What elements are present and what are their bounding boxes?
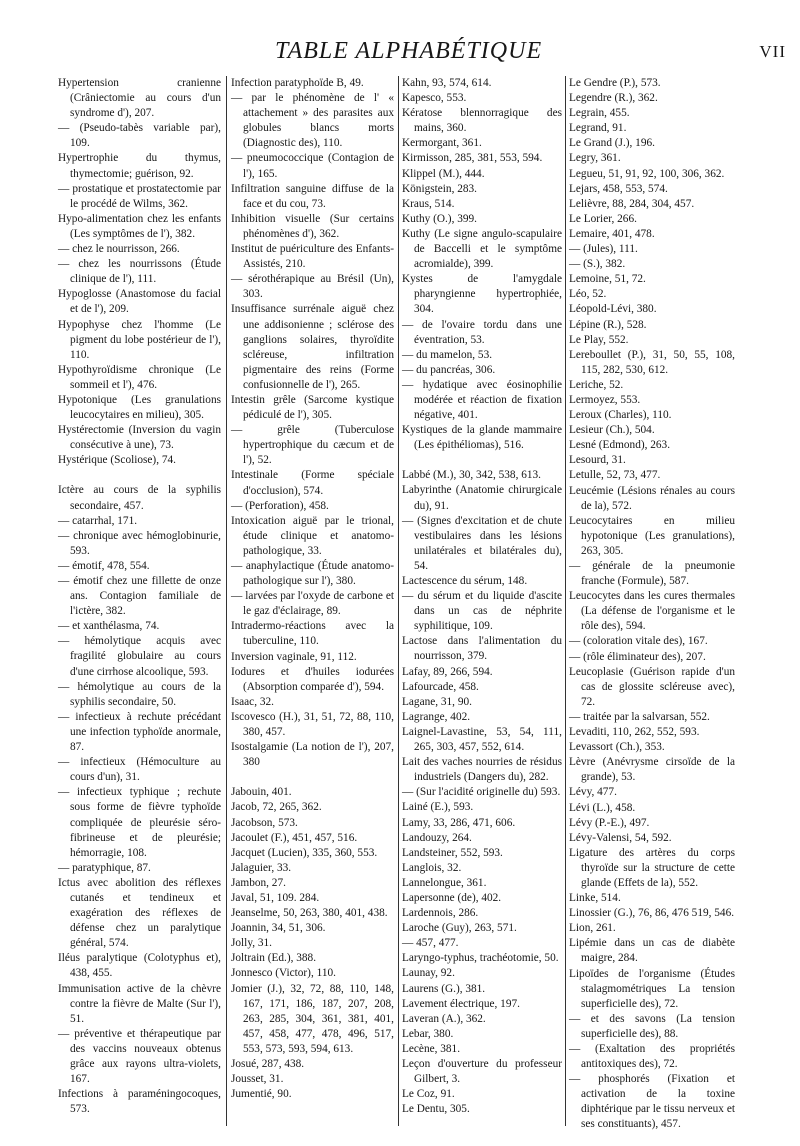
index-entry: Legueu, 51, 91, 92, 100, 306, 362. bbox=[569, 167, 725, 180]
index-entry: Jacoulet (F.), 451, 457, 516. bbox=[231, 831, 358, 844]
index-entry: Langlois, 32. bbox=[402, 861, 462, 874]
index-entry: Infiltration sanguine diffuse de la face et du cou, 73. bbox=[231, 182, 394, 210]
index-entry: Lapersonne (de), 402. bbox=[402, 891, 502, 904]
index-entry: Javal, 51, 109. 284. bbox=[231, 891, 320, 904]
index-entry: Lannelongue, 361. bbox=[402, 876, 487, 889]
index-entry: Jacquet (Lucien), 335, 360, 553. bbox=[231, 846, 378, 859]
index-entry: Laroche (Guy), 263, 571. bbox=[402, 922, 517, 935]
index-entry: Léo, 52. bbox=[569, 288, 607, 301]
index-entry: Lavement électrique, 197. bbox=[402, 997, 520, 1010]
index-entry: Jonnesco (Victor), 110. bbox=[231, 967, 336, 980]
index-entry: Le Gendre (P.), 573. bbox=[569, 77, 661, 89]
index-entry: Lereboullet (P.), 31, 50, 55, 108, 115, 282, 530, 612. bbox=[569, 348, 735, 376]
index-entry: Lejars, 458, 553, 574. bbox=[569, 182, 668, 195]
index-entry: Lafourcade, 458. bbox=[402, 680, 479, 693]
index-entry: Landouzy, 264. bbox=[402, 831, 472, 844]
index-entry: Legendre (R.), 362. bbox=[569, 92, 658, 105]
index-entry: — par le phénomène de l' « attachement » des parasites aux globules blancs morts (Diagnostic des), 110. bbox=[231, 92, 394, 150]
index-entry: Jalaguier, 33. bbox=[231, 861, 292, 874]
page-header bbox=[0, 38, 800, 72]
index-entry: Linossier (G.), 76, 86, 476 519, 546. bbox=[569, 907, 735, 920]
index-entry: Hypertrophie du thymus, thymectomie; guérison, 92. bbox=[58, 152, 221, 180]
index-entry: Jambon, 27. bbox=[231, 876, 286, 889]
index-entry: Laveran (A.), 362. bbox=[402, 1012, 486, 1025]
section-gap bbox=[58, 468, 221, 483]
index-entry: Lecène, 381. bbox=[402, 1042, 461, 1055]
index-entry: Jousset, 31. bbox=[231, 1073, 284, 1086]
index-entry: — larvées par l'oxyde de carbone et le gaz d'éclairage, 89. bbox=[231, 590, 394, 618]
index-entry: Intestinale (Forme spéciale d'occlusion), 574. bbox=[231, 469, 394, 497]
index-entry: — (S.), 382. bbox=[569, 258, 626, 271]
index-entry: Leucocytaires en milieu hypotonique (Les granulations), 263, 305. bbox=[569, 514, 735, 557]
index-entry: — (Signes d'excitation et de chute vestibulaires dans les lésions unilatérales et bilatérales du), 54. bbox=[402, 514, 562, 572]
index-entry: Jolly, 31. bbox=[231, 937, 273, 950]
index-entry: Lardennois, 286. bbox=[402, 907, 479, 920]
column-divider bbox=[226, 76, 227, 1126]
index-entry: Infections à paraméningocoques, 573. bbox=[58, 1088, 221, 1116]
index-entry: — et des savons (La tension superficielle des), 88. bbox=[569, 1012, 735, 1040]
index-entry: Lafay, 89, 266, 594. bbox=[402, 665, 493, 678]
index-entry: Hystérectomie (Inversion du vagin consécutive à une), 73. bbox=[58, 424, 221, 452]
index-entry: Ictus avec abolition des réflexes cutanés et tendineux et exagération des réflexes de défense chez un paralytique général, 574. bbox=[58, 876, 221, 950]
index-entry: Kuthy (O.), 399. bbox=[402, 212, 477, 225]
index-entry: — générale de la pneumonie franche (Formule), 587. bbox=[569, 560, 735, 588]
index-entry: Lesourd, 31. bbox=[569, 454, 626, 467]
index-entry: — et xanthélasma, 74. bbox=[58, 620, 160, 633]
index-entry: Hypothyroïdisme chronique (Le sommeil et l'), 476. bbox=[58, 363, 221, 391]
index-entry: — hémolytique acquis avec fragilité globulaire au cours d'une cirrhose alcoolique, 593. bbox=[58, 635, 221, 678]
index-entry: Isostalgamie (La notion de l'), 207, 380 bbox=[231, 741, 394, 769]
index-entry: Le Lorier, 266. bbox=[569, 212, 637, 225]
index-entry: — (Perforation), 458. bbox=[231, 499, 329, 512]
index-entry: — émotif, 478, 554. bbox=[58, 559, 150, 572]
index-entry: — chez le nourrisson, 266. bbox=[58, 243, 180, 256]
index-entry: Iodures et d'huiles iodurées (Absorption comparée d'), 594. bbox=[231, 665, 394, 693]
index-entry: Lermoyez, 553. bbox=[569, 393, 641, 406]
index-entry: Lait des vaches nourries de résidus industriels (Dangers du), 282. bbox=[402, 756, 562, 784]
index-entry: Lévy (P.-E.), 497. bbox=[569, 816, 650, 829]
index-entry: Lépine (R.), 528. bbox=[569, 318, 647, 331]
index-entry: Jacob, 72, 265, 362. bbox=[231, 801, 322, 814]
index-entry: — anaphylactique (Étude anatomo-pathologique sur l'), 380. bbox=[231, 560, 394, 588]
index-entry: Iléus paralytique (Colotyphus et), 438, 455. bbox=[58, 952, 221, 980]
index-entry: Lemaire, 401, 478. bbox=[569, 227, 655, 240]
index-entry: Lesné (Edmond), 263. bbox=[569, 439, 671, 452]
index-entry: Lévy-Valensi, 54, 592. bbox=[569, 831, 672, 844]
index-entry: Kirmisson, 285, 381, 553, 594. bbox=[402, 152, 543, 165]
index-column-3 bbox=[402, 76, 562, 1117]
index-entry: Lactose dans l'alimentation du nourrisson, 379. bbox=[402, 635, 562, 663]
index-entry: — (Pseudo-tabès variable par), 109. bbox=[58, 122, 221, 150]
index-entry: Le Play, 552. bbox=[569, 333, 629, 346]
index-entry: Levassort (Ch.), 353. bbox=[569, 741, 665, 754]
index-entry: — infectieux typhique ; rechute sous forme de fièvre typhoïde compliquée de pleurésie séro-fibrineuse et de pleurésie; hémorragie, 108. bbox=[58, 786, 221, 859]
index-entry: — pneumococcique (Contagion de l'), 165. bbox=[231, 152, 394, 180]
index-entry: Kermorgant, 361. bbox=[402, 137, 482, 150]
page-title: TABLE ALPHABÉTIQUE bbox=[275, 38, 543, 64]
index-entry: Lèvre (Anévrysme cirsoïde de la grande), 53. bbox=[569, 756, 735, 784]
index-entry: Lagane, 31, 90. bbox=[402, 695, 472, 708]
index-entry: — grêle (Tuberculose hypertrophique du cæcum et de l'), 52. bbox=[231, 424, 394, 467]
index-entry: Hypertension cranienne (Crâniectomie au cours d'un syndrome d'), 207. bbox=[58, 77, 221, 120]
index-entry: Kystes de l'amygdale pharyngienne hypertrophiée, 304. bbox=[402, 273, 562, 316]
index-entry: — phosphorés (Fixation et activation de la toxine diphtérique par le tissu nerveux et ses constituants), 457. bbox=[569, 1073, 735, 1131]
index-entry: Inhibition visuelle (Sur certains phénomènes d'), 362. bbox=[231, 212, 394, 240]
index-entry: — (Exaltation des propriétés antitoxiques des), 72. bbox=[569, 1043, 735, 1071]
index-entry: Legrand, 91. bbox=[569, 122, 627, 135]
index-entry: Joannin, 34, 51, 306. bbox=[231, 922, 326, 935]
index-entry: Insuffisance surrénale aiguë chez une addisonienne ; sclérose des ganglions solaires, thyroïdite scléreuse, infiltration pigmentaire des reins (Forme confusionnelle de l'), 265. bbox=[231, 303, 394, 391]
index-entry: — du mamelon, 53. bbox=[402, 348, 493, 361]
index-entry: — du pancréas, 306. bbox=[402, 363, 496, 376]
index-entry: Le Dentu, 305. bbox=[402, 1103, 470, 1116]
index-entry: — sérothérapique au Brésil (Un), 303. bbox=[231, 273, 394, 301]
index-entry: Immunisation active de la chèvre contre la fièvre de Malte (Sur l'), 51. bbox=[58, 982, 221, 1025]
index-entry: — 457, 477. bbox=[402, 937, 459, 950]
index-entry: Kraus, 514. bbox=[402, 197, 455, 210]
index-entry: Levaditi, 110, 262, 552, 593. bbox=[569, 726, 700, 739]
column-divider bbox=[398, 76, 399, 1126]
index-entry: — (Sur l'acidité originelle du) 593. bbox=[402, 786, 561, 799]
index-entry: Legrain, 455. bbox=[569, 107, 630, 120]
index-entry: — hydatique avec éosinophilie modérée et réaction de fixation négative, 401. bbox=[402, 378, 562, 422]
index-entry: Lipoïdes de l'organisme (Études stalagmométriques La tension superficielle des), 72. bbox=[569, 967, 735, 1010]
index-entry: Hypophyse chez l'homme (Le pigment du lobe postérieur de l'), 110. bbox=[58, 318, 221, 361]
index-column-4 bbox=[569, 76, 735, 1133]
index-entry: Leriche, 52. bbox=[569, 378, 624, 391]
index-entry: — hémolytique au cours de la syphilis secondaire, 50. bbox=[58, 680, 221, 708]
section-gap bbox=[402, 453, 562, 468]
index-entry: Kahn, 93, 574, 614. bbox=[402, 77, 492, 89]
section-gap bbox=[231, 770, 394, 785]
index-entry: Le Coz, 91. bbox=[402, 1088, 455, 1101]
index-entry: Landsteiner, 552, 593. bbox=[402, 846, 503, 859]
index-entry: Jeanselme, 50, 263, 380, 401, 438. bbox=[231, 907, 388, 920]
index-entry: — préventive et thérapeutique par des vaccins nouveaux obtenus grâce aux rayons ultra-violets, 167. bbox=[58, 1027, 221, 1086]
index-entry: Lévy, 477. bbox=[569, 786, 617, 799]
index-entry: Lipémie dans un cas de diabète maigre, 284. bbox=[569, 937, 735, 965]
index-entry: Lactescence du sérum, 148. bbox=[402, 575, 528, 587]
index-entry: Kuthy (Le signe angulo-scapulaire de Baccelli et le symptôme acromialde), 399. bbox=[402, 227, 562, 271]
index-entry: Lévi (L.), 458. bbox=[569, 801, 636, 814]
index-entry: Isaac, 32. bbox=[231, 695, 274, 708]
index-entry: Hypotonique (Les granulations leucocytaires en milieu), 305. bbox=[58, 393, 221, 422]
index-entry: Infection paratyphoïde B, 49. bbox=[231, 77, 364, 89]
index-entry: Klippel (M.), 444. bbox=[402, 167, 485, 180]
index-entry: Lagrange, 402. bbox=[402, 710, 471, 723]
index-entry: Lesieur (Ch.), 504. bbox=[569, 424, 655, 437]
index-entry: Lemoine, 51, 72. bbox=[569, 273, 646, 286]
index-entry: Intoxication aiguë par le trional, étude clinique et anatomo-pathologique, 33. bbox=[231, 514, 394, 557]
index-entry: — infectieux (Hémoculture au cours d'un), 31. bbox=[58, 756, 221, 784]
index-entry: Hystérique (Scoliose), 74. bbox=[58, 454, 176, 467]
index-entry: — prostatique et prostatectomie par le procédé de Wilms, 362. bbox=[58, 182, 221, 210]
index-entry: Leucoplasie (Guérison rapide d'un cas de glossite scléreuse avec), 72. bbox=[569, 665, 735, 708]
index-entry: Ligature des artères du corps thyroïde sur la structure de cette glande (Effets de la), 552. bbox=[569, 846, 735, 889]
index-entry: Letulle, 52, 73, 477. bbox=[569, 469, 661, 482]
index-entry: Kystiques de la glande mammaire (Les épithéliomas), 516. bbox=[402, 424, 562, 452]
index-entry: Legry, 361. bbox=[569, 152, 621, 165]
index-entry: Leucocytes dans les cures thermales (La défense de l'organisme et le rôle des), 594. bbox=[569, 590, 735, 633]
index-entry: Lainé (E.), 593. bbox=[402, 801, 474, 814]
index-entry: — chez les nourrissons (Étude clinique de l'), 111. bbox=[58, 258, 221, 286]
index-entry: Lion, 261. bbox=[569, 922, 616, 935]
index-entry: Léopold-Lévi, 380. bbox=[569, 303, 657, 316]
index-entry: Launay, 92. bbox=[402, 967, 455, 980]
index-entry: Iscovesco (H.), 31, 51, 72, 88, 110, 380, 457. bbox=[231, 710, 394, 739]
index-entry: Leroux (Charles), 110. bbox=[569, 409, 672, 422]
index-entry: — de l'ovaire tordu dans une éventration, 53. bbox=[402, 318, 562, 346]
index-entry: Laryngo-typhus, trachéotomie, 50. bbox=[402, 952, 559, 965]
index-entry: — (coloration vitale des), 167. bbox=[569, 635, 708, 648]
column-divider bbox=[565, 76, 566, 1126]
index-entry: Le Grand (J.), 196. bbox=[569, 137, 655, 150]
index-entry: Laignel-Lavastine, 53, 54, 111, 265, 303, 457, 552, 614. bbox=[402, 725, 562, 754]
index-entry: — chronique avec hémoglobinurie, 593. bbox=[58, 529, 221, 557]
index-entry: Inversion vaginale, 91, 112. bbox=[231, 650, 357, 663]
index-entry: — du sérum et du liquide d'ascite dans un cas de néphrite syphilitique, 109. bbox=[402, 590, 562, 633]
index-entry: — traitée par la salvarsan, 552. bbox=[569, 710, 710, 723]
index-entry: Leucémie (Lésions rénales au cours de la), 572. bbox=[569, 484, 735, 512]
page-number: VII bbox=[759, 42, 786, 61]
index-entry: Joltrain (Ed.), 388. bbox=[231, 952, 317, 965]
index-entry: Leçon d'ouverture du professeur Gilbert, 3. bbox=[402, 1058, 562, 1086]
index-entry: Jacobson, 573. bbox=[231, 816, 298, 829]
index-entry: Jabouin, 401. bbox=[231, 786, 292, 799]
index-column-1 bbox=[58, 76, 221, 1117]
index-entry: Labbé (M.), 30, 342, 538, 613. bbox=[402, 469, 541, 482]
index-entry: Linke, 514. bbox=[569, 892, 621, 905]
index-entry: — infectieux à rechute précédant une infection typhoïde anormale, 87. bbox=[58, 710, 221, 754]
index-entry: — (Jules), 111. bbox=[569, 243, 638, 256]
index-entry: Königstein, 283. bbox=[402, 182, 477, 195]
index-entry: Intradermo-réactions avec la tuberculine, 110. bbox=[231, 620, 394, 648]
index-entry: Jomier (J.), 32, 72, 88, 110, 148, 167, 171, 186, 187, 207, 208, 263, 285, 304, 361, 381, 401, 457, 458, 477, 478, 496, 517, 553, 573, 593, 594, 613. bbox=[231, 982, 394, 1055]
index-entry: — paratyphique, 87. bbox=[58, 861, 151, 874]
index-entry: Hypoglosse (Anastomose du facial et de l'), 209. bbox=[58, 288, 221, 316]
index-entry: — (rôle éliminateur des), 207. bbox=[569, 650, 706, 663]
index-entry: Intestin grêle (Sarcome kystique pédiculé de l'), 305. bbox=[231, 393, 394, 422]
index-entry: Kératose blennorragique des mains, 360. bbox=[402, 107, 562, 135]
index-entry: Ictère au cours de la syphilis secondaire, 457. bbox=[58, 484, 221, 512]
index-entry: Lelièvre, 88, 284, 304, 457. bbox=[569, 197, 695, 210]
index-entry: Lamy, 33, 286, 471, 606. bbox=[402, 816, 516, 829]
index-column-2 bbox=[231, 76, 394, 1102]
index-entry: — émotif chez une fillette de onze ans. Contagion familiale de l'ictère, 382. bbox=[58, 575, 221, 618]
index-entry: — catarrhal, 171. bbox=[58, 514, 138, 527]
index-entry: Kapesco, 553. bbox=[402, 92, 467, 105]
index-entry: Institut de puériculture des Enfants-Assistés, 210. bbox=[231, 243, 394, 271]
index-entry: Hypo-alimentation chez les enfants (Les symptômes de l'), 382. bbox=[58, 212, 221, 240]
index-entry: Lebar, 380. bbox=[402, 1027, 454, 1040]
index-entry: Labyrinthe (Anatomie chirurgicale du), 91. bbox=[402, 484, 562, 512]
index-entry: Josué, 287, 438. bbox=[231, 1058, 305, 1070]
index-entry: Laurens (G.), 381. bbox=[402, 982, 486, 995]
index-entry: Jumentié, 90. bbox=[231, 1088, 292, 1101]
